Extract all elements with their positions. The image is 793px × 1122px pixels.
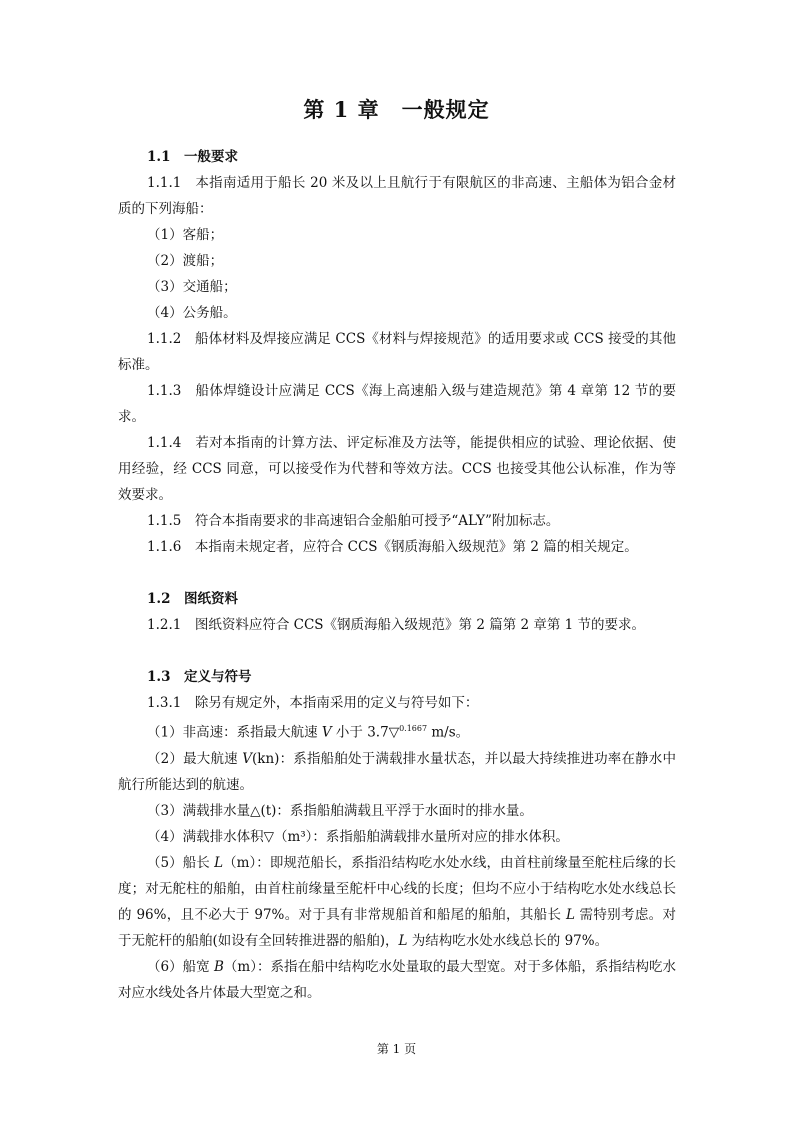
- definition-displacement: （3）满载排水量△(t)：系指船舶满载且平浮于水面时的排水量。: [147, 802, 533, 819]
- paragraph: 1.1.5 符合本指南要求的非高速铝合金船舶可授予“ALY”附加标志。: [147, 513, 560, 529]
- symbol-v: V: [321, 724, 332, 741]
- text: 为结构吃水处水线总长的 97%。: [407, 932, 609, 949]
- list-item: （3）交通船；: [147, 279, 237, 295]
- text: （6）船宽: [147, 958, 214, 975]
- symbol-v: V: [242, 750, 253, 767]
- section-heading-1-3: 1.3 定义与符号: [147, 669, 252, 685]
- text: （5）船长: [147, 854, 215, 871]
- paragraph: 1.1.1 本指南适用于船长 20 米及以上且航行于有限航区的非高速、主船体为铝合金材质的下列海船：: [118, 175, 676, 217]
- section-heading-1-2: 1.2 图纸资料: [147, 591, 238, 607]
- section-spacer: [118, 560, 676, 586]
- symbol-l: L: [398, 932, 408, 949]
- text: （2）最大航速: [147, 750, 243, 767]
- text: 需特别考虑。对于无舵杆的船舶(如设有全回转推进器的船舶)，: [118, 906, 677, 949]
- definition-length: [118, 850, 676, 954]
- symbol-l: L: [565, 906, 575, 923]
- paragraph: 1.3.1 除另有规定外，本指南采用的定义与符号如下：: [147, 695, 479, 711]
- list-item: （2）渡船；: [147, 253, 224, 269]
- chapter-title: 第 1 章 一般规定: [303, 97, 490, 122]
- definition-volume: （4）满载排水体积▽（m³）：系指船舶满载排水量所对应的排水体积。: [147, 828, 569, 845]
- list-item: （1）客船；: [147, 227, 224, 243]
- text: （m）：系指在船中结构吃水处量取的最大型宽。对于多体船，系指结构吃水对应水线处各片体最大型宽之和。: [118, 958, 676, 1001]
- paragraph: 1.1.2 船体材料及焊接应满足 CCS《材料与焊接规范》的适用要求或 CCS 接受的其他标准。: [118, 331, 676, 373]
- paragraph: 1.1.4 若对本指南的计算方法、评定标准及方法等，能提供相应的试验、理论依据、使用经验，经 CCS 同意，可以接受作为代替和等效方法。CCS 也接受其他公认标准，作为等效要求。: [118, 435, 676, 503]
- section-spacer: [118, 638, 676, 664]
- text: m/s。: [427, 724, 470, 741]
- definition-breadth: [118, 954, 676, 1006]
- text: （m）：即规范船长，系指沿结构吃水处水线，由首柱前缘量至舵柱后缘的长度；对无舵柱的船舶，由首柱前缘量至舵杆中心线的长度；但均不应小于结构吃水处水线总长的 96%，且不必大于 97%。对于具有非常规船首和船尾的船舶，其船长: [118, 854, 676, 923]
- paragraph: 1.1.6 本指南未规定者，应符合 CCS《钢质海船入级规范》第 2 篇的相关规定。: [147, 539, 638, 555]
- section-heading-1-1: 1.1 一般要求: [147, 149, 238, 165]
- paragraph: 1.1.3 船体焊缝设计应满足 CCS《海上高速船入级与建造规范》第 4 章第 12 节的要求。: [118, 383, 676, 425]
- definition-non-high-speed: [118, 716, 676, 746]
- document-body: [118, 144, 676, 1006]
- paragraph: 1.2.1 图纸资料应符合 CCS《钢质海船入级规范》第 2 篇第 2 章第 1 节的要求。: [147, 617, 646, 633]
- list-item: （4）公务船。: [147, 305, 237, 321]
- exponent: 0.1667: [399, 724, 428, 733]
- definition-max-speed: [118, 746, 676, 798]
- page-number: 第 1 页: [376, 1042, 417, 1056]
- text: (kn)：系指船舶处于满载排水量状态，并以最大持续推进功率在静水中航行所能达到的航速。: [118, 750, 676, 793]
- symbol-b: B: [213, 958, 224, 975]
- text: （1）非高速：系指最大航速: [147, 724, 322, 741]
- symbol-l: L: [214, 854, 224, 871]
- text: 小于 3.7▽: [331, 724, 400, 741]
